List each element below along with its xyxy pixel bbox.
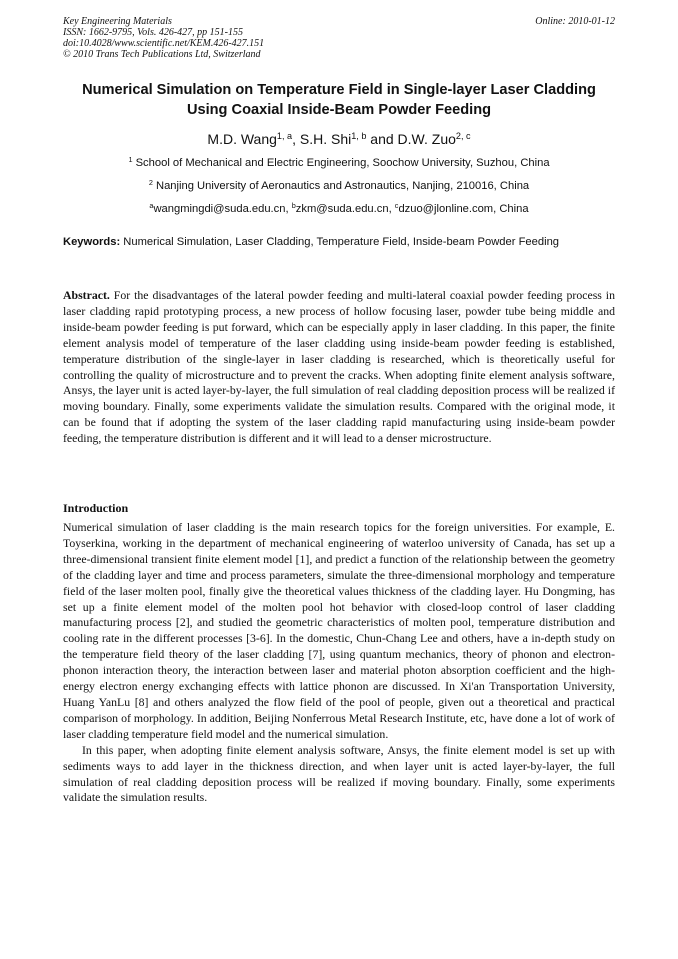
- author-affil-mark: 1, b: [351, 131, 367, 141]
- affiliation-mark: 2: [148, 178, 153, 187]
- email-mark: b: [291, 201, 296, 210]
- doi-line: doi:10.4028/www.scientific.net/KEM.426-427.151: [63, 38, 265, 49]
- keywords-text: Numerical Simulation, Laser Cladding, Temperature Field, Inside-beam Powder Feeding: [120, 236, 560, 248]
- author-name: , S.H. Shi: [292, 131, 352, 147]
- keywords-label: Keywords:: [63, 236, 121, 248]
- issn-line: ISSN: 1662-9795, Vols. 426-427, pp 151-155: [63, 27, 243, 38]
- introduction-body: [63, 520, 615, 806]
- email-link[interactable]: dzuo@jlonline.com, China: [398, 203, 529, 215]
- email-mark: a: [149, 201, 154, 210]
- affiliation-2: [40, 179, 638, 193]
- paper-title: Numerical Simulation on Temperature Field in Single-layer Laser Cladding Using Coaxial Inside-Beam Powder Feeding: [82, 82, 596, 118]
- author-name: M.D. Wang: [207, 131, 277, 147]
- abstract-label: Abstract.: [63, 288, 110, 302]
- introduction-paragraph-2: In this paper, when adopting finite element analysis software, Ansys, the finite element model is set up with sediments ways to add layer in the thickness direction, and when layer unit is acted layer-by-layer, the full simulation of real cladding deposition process will be realized if moving boundary. Finally, some experiments validate the simulation results.: [63, 742, 615, 805]
- journal-header: [63, 16, 615, 60]
- affiliation-mark: 1: [128, 155, 133, 164]
- author-list: [40, 130, 638, 148]
- journal-name: Key Engineering Materials: [63, 16, 172, 27]
- email-line: [40, 202, 638, 216]
- author-affil-mark: 2, c: [455, 131, 471, 141]
- author-name: and D.W. Zuo: [366, 131, 456, 147]
- introduction-heading: Introduction: [63, 501, 129, 515]
- abstract-block: [63, 288, 615, 447]
- email-link[interactable]: wangmingdi@suda.edu.cn,: [153, 203, 292, 215]
- keywords-block: [63, 235, 615, 250]
- email-mark: c: [394, 201, 399, 210]
- affiliation-1: [40, 156, 638, 170]
- affiliation-text: School of Mechanical and Electric Engineering, Soochow University, Suzhou, China: [132, 157, 550, 169]
- email-link[interactable]: zkm@suda.edu.cn,: [295, 203, 395, 215]
- author-affil-mark: 1, a: [276, 131, 293, 141]
- copyright-line: © 2010 Trans Tech Publications Ltd, Switzerland: [63, 49, 261, 60]
- affiliation-text: Nanjing University of Aeronautics and Astronautics, Nanjing, 210016, China: [152, 180, 530, 192]
- abstract-text: For the disadvantages of the lateral powder feeding and multi-lateral coaxial powder feeding process in laser cladding rapid prototyping process, a new process of hollow focusing laser, powder tube being middle and inside-beam powder feeding is put forward, which can be especially apply in laser cladding. In this paper, the finite element analysis model of temperature of the laser cladding using inside-beam powder feeding is established, temperature distribution of the single-layer in laser cladding is researched, which is theoretically useful for controlling the quality of microstructure and to prevent the cracks. When adopting finite element analysis software, Ansys, the layer unit is acted layer-by-layer, the full simulation of real cladding deposition process will be realized if moving boundary. Finally, some experiments validate the simulation results. Compared with the original mode, it can be found that if adopting the system of the laser cladding rapid manufacturing using inside-beam powder feeding, the temperature distribution is different and it will lead to a denser microstructure.: [63, 288, 615, 446]
- online-date: Online: 2010-01-12: [535, 16, 615, 27]
- introduction-paragraph-1: Numerical simulation of laser cladding is the main research topics for the foreign universities. For example, E. Toyserkina, working in the department of mechanical engineering of waterloo university of Canada, has set up a three-dimensional transient finite element model [1], and predict a function of the relationship between the geometry of the cladding layer and time and process parameters, simulate the three-dimensional morphology and temperature field of the laser molten pool, finally give the theoretical values thickness of the cladding layer. Hu Dongming, has set up a finite element model of the molten pool hot behavior with closed-loop control of laser cladding manufacturing process [2], and studied the geometric characteristics of molten pool, temperature distribution and cooling rate in the different processes [3-6]. In the domestic, Chun-Chang Lee and others, have a in-depth study on the temperature field theory of the laser cladding [7], using quantum mechanics, theory of phonon and electron-phonon interaction theory, the interaction between laser and material photon absorption coefficient and the high-energy electron energy exchanging effects with lattice phonon are discussed. In Xi'an Transportation University, Huang YanLu [8] and others analyzed the flow field of the pool of people, given out a theoretical and practical comparison of morphology. In addition, Beijing Nonferrous Metal Research Institute, etc, have done a lot of work of laser cladding temperature field model and the numerical simulation.: [63, 520, 615, 741]
